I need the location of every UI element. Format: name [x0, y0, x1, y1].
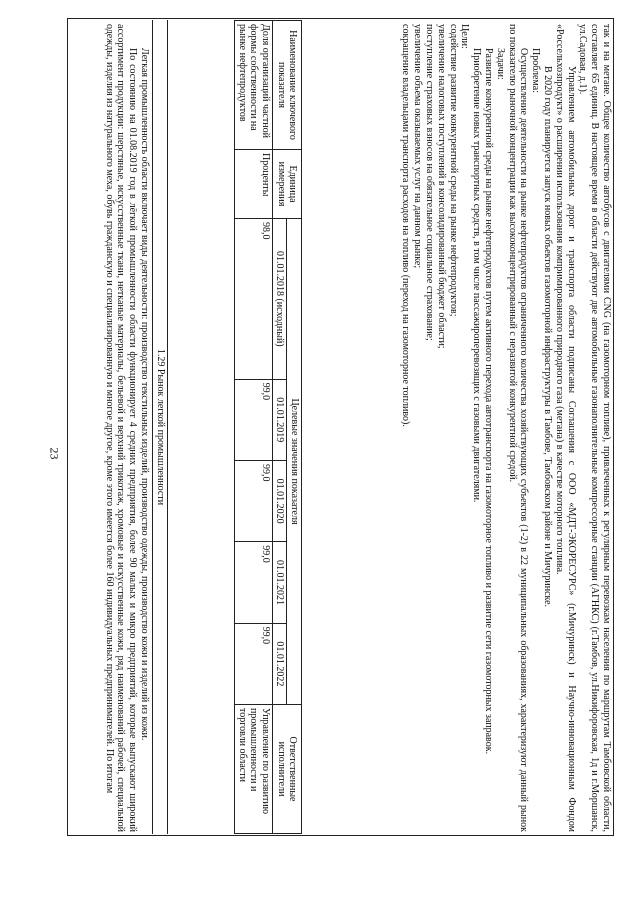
goal-item: поступление страховых взносов на обязательное социальное страхование;	[424, 24, 436, 341]
intro-paragraph: так и на метане. Общее количество автобусов с двигателями CNG (на газомоторном топливе), привлеченных к регулярным перевозкам населения по маршрутам Тамбовской области, составляет 65 единиц. В настоящее время в области действуют две автомобильные газонаполнительные компрессорные станции (АГНКС) (г.Тамбов, ул.Никифоровская, 1д и г.Моршанск, ул.Садовая, д.1).	[577, 24, 612, 832]
section-title: 1.29 Рынок легкой промышленности	[152, 20, 168, 834]
header-indicator: Наименование ключевого показателя	[273, 21, 302, 150]
goal-item: содействие развитие конкурентной среды на рынке нефтепродуктов;	[447, 24, 459, 317]
tasks-label: Задачи:	[494, 48, 506, 80]
header-date: 01.01.2022	[273, 623, 288, 704]
cell-responsible: Управление по развитию промышленности и торговли области	[235, 705, 273, 834]
header-date: 01.01.2018 (исходный)	[273, 219, 288, 380]
outro-paragraph: По состоянию на 01.08.2019 год в лёгкой промышленности области функционирует 4 средних предприятия, более 90 малых и микро предприятий, которые выпускают широкий ассортимент продукции: шерстяные, искусственные ткани, нетканые материалы, бельевой и верхний трикотаж, хромовые и искусственные кожи, ряд наименований рабочей, специальной одежды, изделия из натурального меха, обувь гражданскую и специализированную и многое другое, кроме этого имеется более 160 индивидуальных предпринимателей. По итогам	[103, 24, 139, 832]
header-date: 01.01.2021	[273, 542, 288, 623]
header-date: 01.01.2020	[273, 460, 288, 541]
bottom-text-block	[103, 24, 150, 832]
header-responsible: Ответственные исполнители	[273, 705, 302, 834]
cell-value: 98,0	[235, 219, 273, 380]
task-item: Развитие конкурентной среды на рынке нефтепродуктов путем активного перехода автотранспорта на газомоторное топливо и развитие сети газомоторных заправок.	[483, 48, 495, 755]
outro-paragraph: Легкая промышленность области включает виды деятельности: производство текстильных изделий, производство одежды, производство кожи и изделий из кожи.	[139, 48, 150, 741]
kpi-table	[235, 20, 303, 834]
table-row	[235, 21, 273, 834]
cell-value: 99,0	[235, 542, 273, 623]
intro-paragraph: Управлением автомобильных дорог и транспорта области подписаны Соглашения с ООО «МДТ-ЭКОРЕСУРС» (г.Мичуринск) и Научно-инновационным Фондом «Россельхозпродукт» о расширении использования компримированного природного газа (метана) в качестве моторного топлива.	[553, 24, 577, 832]
intro-paragraph: В 2020 году планируется запуск новых объектов газомоторной инфраструктуры в Тамбове, Тамбовском районе и Мичуринске.	[542, 66, 554, 608]
problem-text: Осуществление деятельности на рынке нефтепродуктов ограниченного количества хозяйствующих субъектов (1-2) в 22 муниципальных образованиях, характеризуют данный рынок по показателю рыночной концентрации как высококонцентрированный с неразвитой конкурентной средой.	[506, 24, 530, 832]
cell-indicator: Доля организаций частной формы собственности на рынке нефтепродуктов	[235, 21, 273, 150]
cell-value: 99,0	[235, 460, 273, 541]
header-targets: Целевые значения показателя	[287, 219, 302, 705]
goal-item: увеличение налоговых поступлений в консолидированный бюджет области;	[435, 24, 447, 349]
top-text-block	[400, 24, 612, 832]
table-header-row	[287, 21, 302, 834]
goal-item: увеличение объема оказываемых услуг на данном рынке;	[412, 24, 424, 269]
problem-label: Проблема:	[530, 48, 542, 93]
cell-unit: Проценты	[235, 150, 273, 219]
rotated-page-content	[62, 18, 614, 838]
goal-item: сокращение владельцами транспорта расходов на топливо (переход на газомоторное топливо).	[400, 24, 412, 427]
header-date: 01.01.2019	[273, 379, 288, 460]
page-number: 23	[47, 447, 62, 460]
header-unit: Единица измерения	[273, 150, 302, 219]
task-item: Приобретение новых транспортных средств, в том числе пассажироперевозящих с газовыми двигателями.	[471, 48, 483, 503]
cell-value: 99,0	[235, 623, 273, 704]
cell-value: 99,0	[235, 379, 273, 460]
goals-label: Цели:	[459, 24, 471, 49]
